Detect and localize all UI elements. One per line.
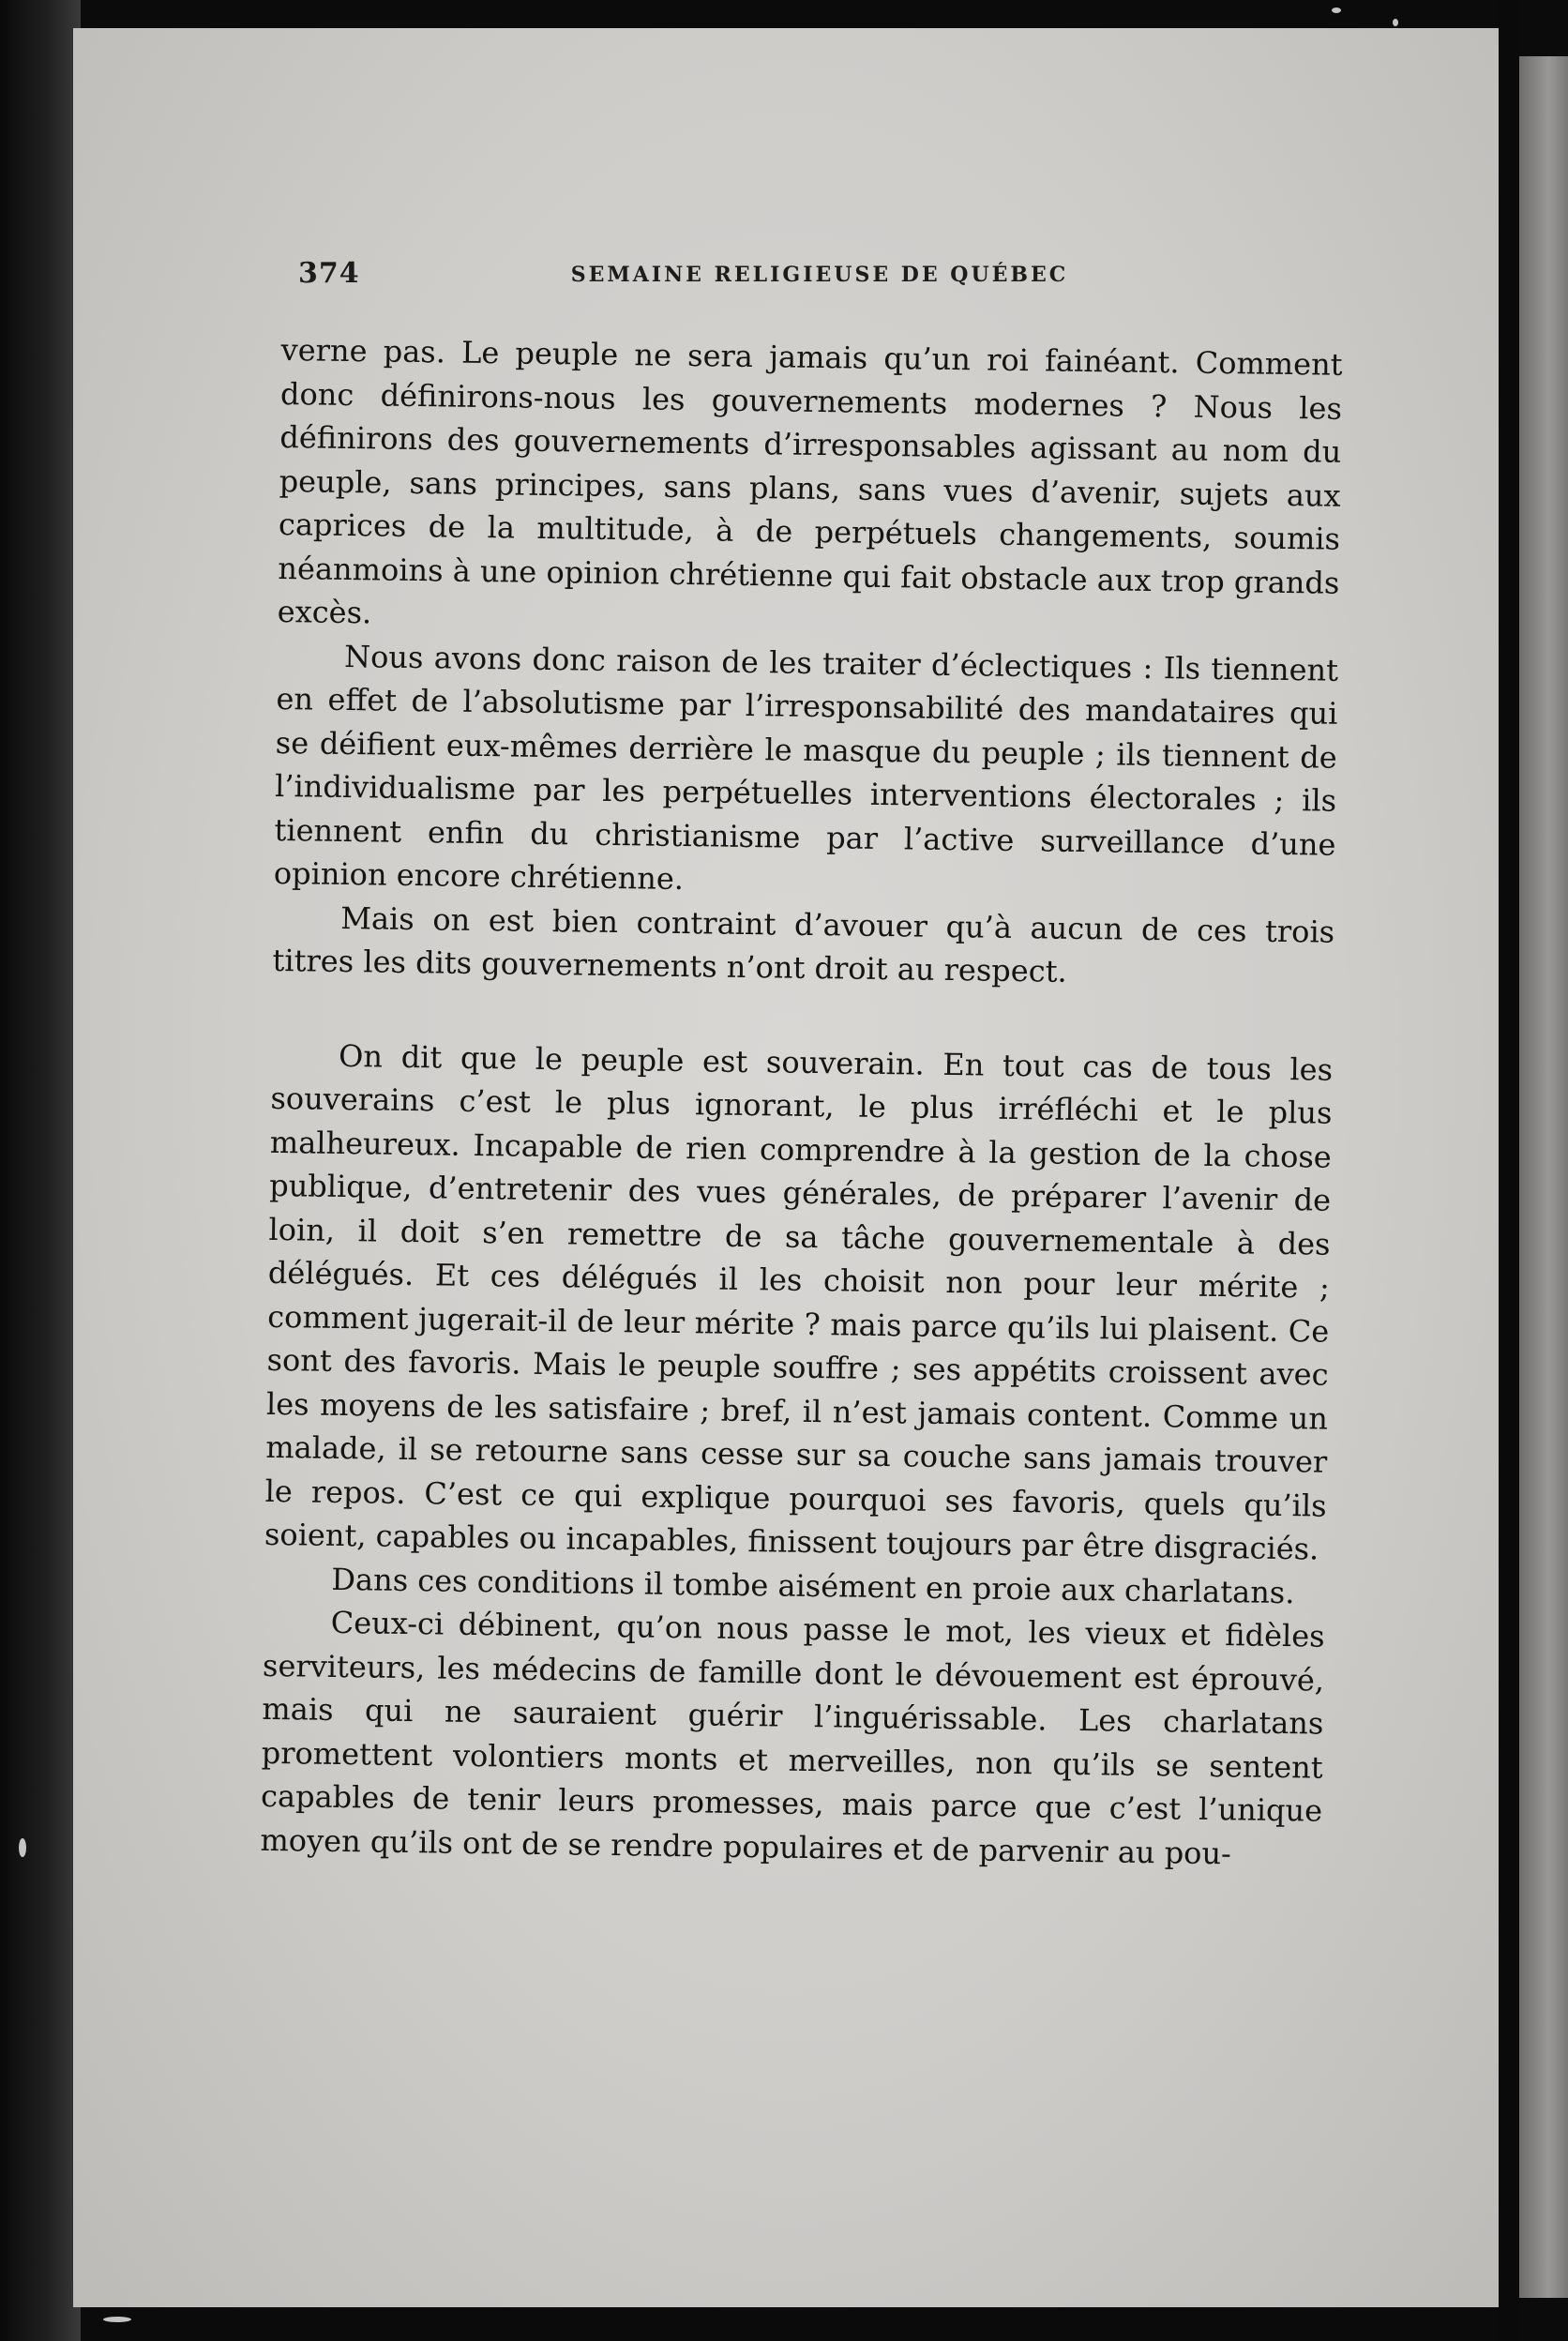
paragraph: Nous avons donc raison de les traiter d’éclectiques : Ils tiennent en effet de l’absolutisme par l’irresponsabilité des mandataires qui se déifient eux-mêmes derrière le masque du peuple ; ils tiennent de l’individualisme par les perpétuelles interventions électorales ; ils tiennent enfin du christianisme par l’active surveillance d’une opinion encore chrétienne. [273,638,1339,898]
scan-speck [1393,19,1398,26]
page-body [260,328,1343,1877]
paragraph: Ceux-ci débinent, qu’on nous passe le mot, les vieux et fidèles serviteurs, les médecins de famille dont le dévouement est éprouvé, mais qui ne sauraient guérir l’inguérissable. Les charlatans promettent volontiers monts et merveilles, non qu’ils se sentent capables de tenir leurs promesses, mais parce que c’est l’unique moyen qu’ils ont de se rendre populaires et de parvenir au pou- [260,1604,1325,1871]
scan-speck [19,1838,26,1857]
adjacent-page-edge [1519,56,1568,2298]
page-number: 374 [298,257,360,290]
scan-speck [1332,8,1341,13]
running-head [298,253,1341,310]
paragraph: Mais on est bien contraint d’avouer qu’à aucun de ces trois titres les dits gouvernements n’ont droit au respect. [272,899,1335,989]
paragraph: Dans ces conditions il tombe aisément en proie aux charlatans. [331,1561,1295,1610]
paragraph: On dit que le peuple est souverain. En tout cas de tous les souverains c’est le plus ignorant, le plus irréfléchi et le plus malheureux. Incapable de rien comprendre à la gestion de la chose publique, d’entretenir des vues générales, de préparer l’avenir de loin, il doit s’en remettre de sa tâche gouvernementale à des délégués. Et ces délégués il les choisit non pour leur mérite ; comment jugerait-il de leur mérite ? mais parce qu’ils lui plaisent. Ce sont des favoris. Mais le peuple souffre ; ses appétits croissent avec les moyens de les satisfaire ; bref, il n’est jamais content. Comme un malade, il se retourne sans cesse sur sa couche sans jamais trouver le repos. C’est ce qui explique pourquoi ses favoris, quels qu’ils soient, capables ou incapables, finissent toujours par être disgraciés. [264,1037,1334,1567]
paragraph: verne pas. Le peuple ne sera jamais qu’un roi fainéant. Comment donc définirons-nous les gouvernements modernes ? Nous les définirons des gouvernements d’irresponsables agissant au nom du peuple, sans principes, sans plans, sans vues d’avenir, sujets aux caprices de la multitude, à de perpétuels changements, soumis néanmoins à une opinion chrétienne qui fait obstacle aux trop grands excès. [277,331,1343,631]
scan-speck [103,2317,131,2322]
scan-left-border [0,0,81,2341]
scan-right-border [1499,0,1519,2341]
running-title: SEMAINE RELIGIEUSE DE QUÉBEC [570,263,1069,287]
